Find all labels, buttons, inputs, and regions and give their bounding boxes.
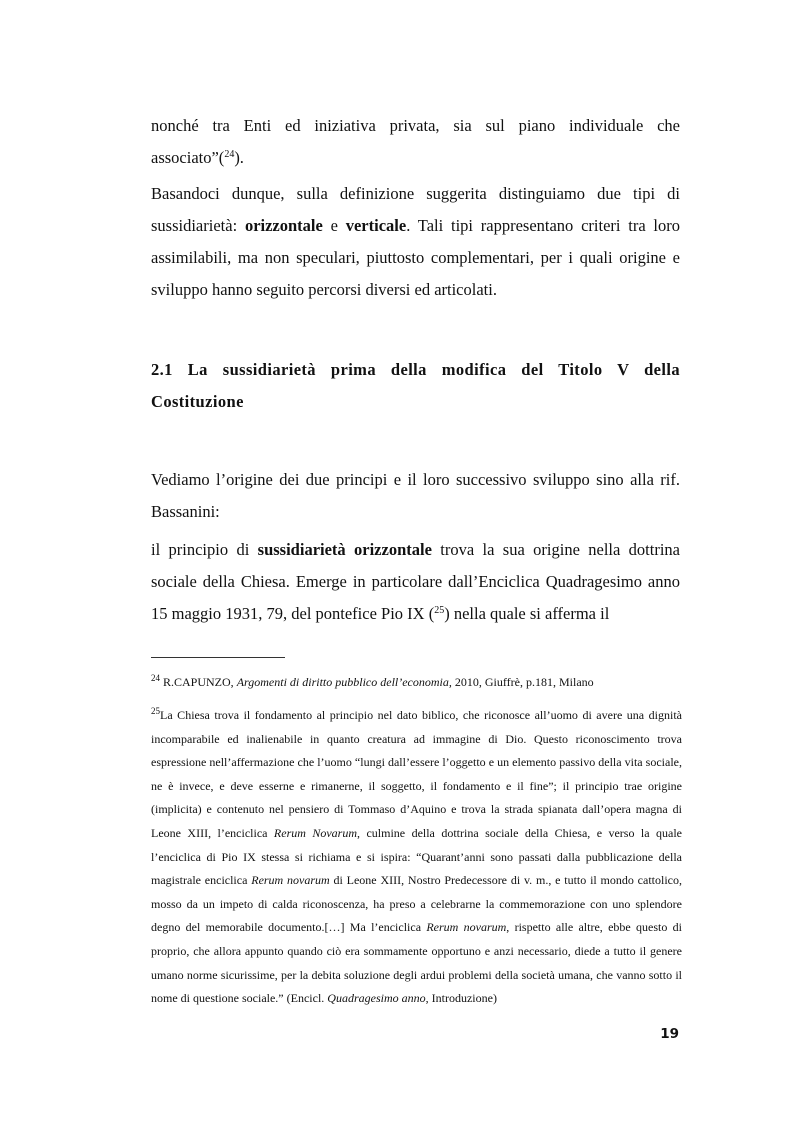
paragraph-orizzontale-origin bbox=[151, 534, 680, 630]
footnote-text: R.CAPUNZO, bbox=[160, 675, 237, 689]
footnote-book-title: Argomenti di diritto pubblico dell’economia, bbox=[236, 675, 452, 689]
bold-term-orizzontale: orizzontale bbox=[244, 216, 323, 235]
footnote-italic-title: Rerum novarum bbox=[251, 873, 330, 888]
footnote-text: , culmine della dottrina sociale della Chiesa, e verso la quale l’enciclica di Pio IX stessa si richiama e si ispira: “Quarant’anni sono passati dalla pubblicazione della magistrale enciclica bbox=[151, 825, 682, 888]
footnote-text: , rispetto alle altre, ebbe questo di proprio, che allora appunto quando ciò era sommamente opportuno e anzi necessario, diede a tutto il genere umano norme sicurissime, per la debita soluzione degli ardui problemi della società umana, che vanno sotto il nome di questione sociale.” (Encicl. bbox=[151, 920, 682, 1006]
footnote-25 bbox=[151, 704, 682, 1011]
footnote-text: La Chiesa trova il fondamento al principio nel dato biblico, che riconosce all’uomo di avere una dignità incomparabile ed inalienabile in quanto creatura ad immagine di Dio. Questo riconoscimento trova espressione nell’affermazione che l’uomo “lungi dall’essere l’oggetto e un elemento passivo della vita sociale, ne è invece, e deve esserne e rimanerne, il soggetto, il fondamento e il fine”; il principio trae origine (implicita) e contenuto nel pensiero di Tommaso d’Aquino e trova la strada spianata dall’opera magna di Leone XIII, l’enciclica bbox=[151, 708, 682, 840]
footnote-number: 25 bbox=[151, 706, 160, 716]
footnote-24 bbox=[151, 670, 682, 694]
footnote-ref-24[interactable]: 24 bbox=[224, 149, 235, 160]
paragraph-text: nonché tra Enti ed iniziativa privata, sia sul piano individuale che associato”( bbox=[151, 116, 680, 167]
paragraph-intro: Vediamo l’origine dei due principi e il loro successivo sviluppo sino alla rif. Bassanini: bbox=[151, 470, 680, 521]
paragraph-text: . Tali tipi rappresentano criteri tra loro assimilabili, ma non speculari, piuttosto complementari, per i quali origine e sviluppo hanno seguito percorsi diversi ed articolati. bbox=[151, 216, 681, 299]
paragraph-continuation bbox=[151, 110, 680, 174]
footnote-italic-title: Quadragesimo anno bbox=[327, 991, 426, 1006]
paragraph-text: il principio di bbox=[151, 540, 258, 559]
paragraph-sussidiarieta-types bbox=[151, 178, 680, 306]
bold-term-verticale: verticale bbox=[345, 216, 407, 235]
section-heading: 2.1 La sussidiarietà prima della modifica del Titolo V della Costituzione bbox=[151, 360, 680, 411]
paragraph-text: trova la sua origine nella dottrina sociale della Chiesa. Emerge in particolare dall’Enciclica Quadragesimo anno 15 maggio 1931, 79, del pontefice Pio IX ( bbox=[151, 540, 680, 623]
footnote-text: 2010, Giuffrè, p.181, Milano bbox=[451, 675, 594, 689]
footnote-separator bbox=[151, 657, 285, 658]
footnote-italic-title: Rerum Novarum bbox=[273, 825, 358, 840]
paragraph-text: ). bbox=[234, 148, 244, 167]
footnote-italic-title: Rerum novarum bbox=[426, 920, 507, 935]
bold-term-sussidiarieta-orizzontale: sussidiarietà orizzontale bbox=[257, 540, 432, 559]
paragraph-text: Basandoci dunque, sulla definizione suggerita distinguiamo due tipi di sussidiarietà: bbox=[151, 184, 680, 235]
footnote-ref-25[interactable]: 25 bbox=[434, 605, 445, 616]
page-number: 19 bbox=[660, 1026, 679, 1042]
paragraph-text: ) nella quale si afferma il bbox=[444, 604, 610, 623]
footnote-text: di Leone XIII, Nostro Predecessore di v. m., e tutto il mondo cattolico, mosso da un impeto di calda riconoscenza, ha preso a celebrarne la commemorazione con uno splendore degno del memorabile documento.[…] Ma l’enciclica bbox=[151, 873, 682, 935]
footnote-text: , Introduzione) bbox=[425, 991, 497, 1006]
paragraph-text: e bbox=[322, 216, 346, 235]
footnote-number: 24 bbox=[151, 673, 160, 683]
